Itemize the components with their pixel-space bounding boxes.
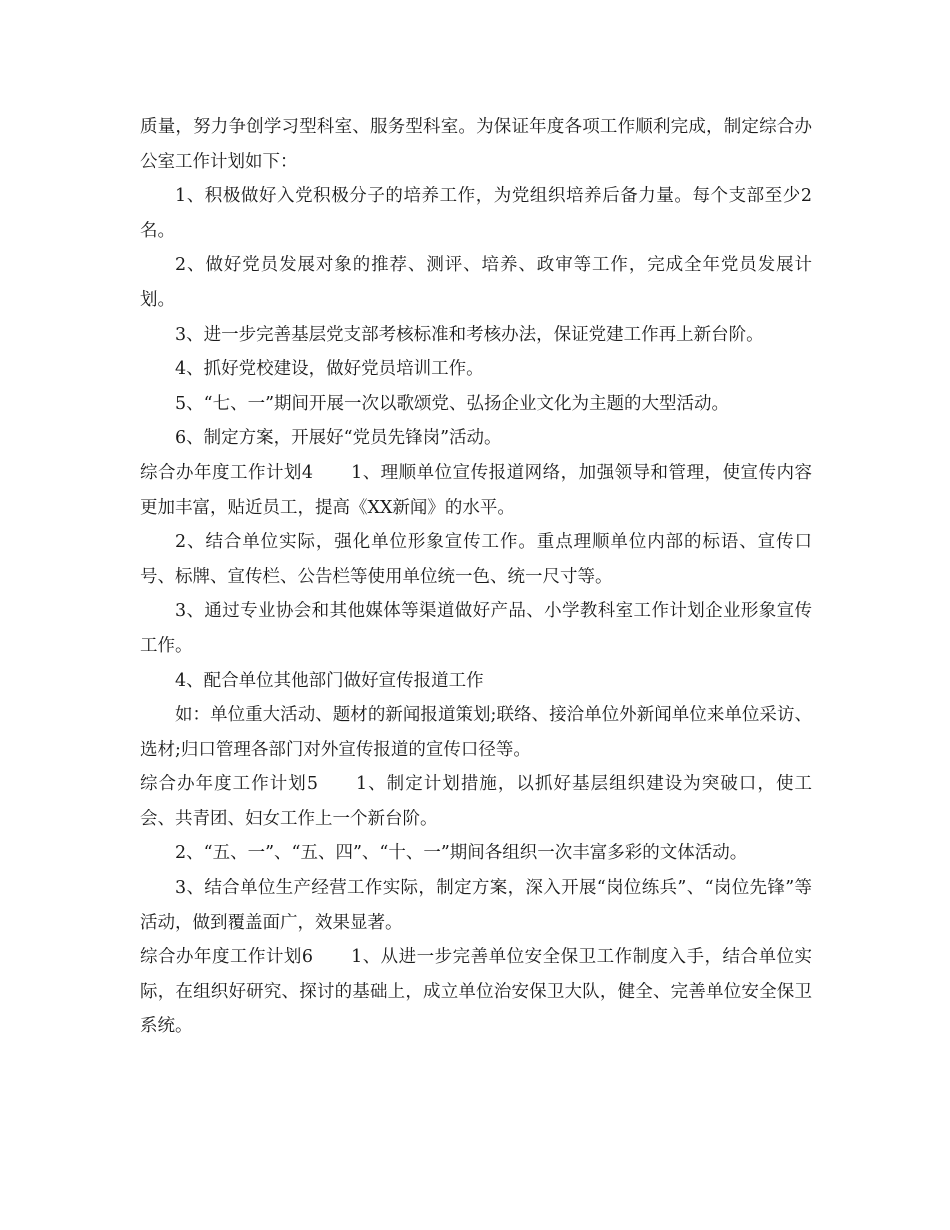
list-item: 2、“五、一”、“五、四”、“十、一”期间各组织一次丰富多彩的文体活动。 bbox=[175, 843, 748, 864]
section-title: 综合办年度工作计划5 bbox=[140, 774, 318, 795]
section-title: 综合办年度工作计划6 bbox=[140, 947, 314, 968]
paragraph-continuation: 质量，努力争创学习型科室、服务型科室。为保证年度各项工作顺利完成，制定综合办公室工作计划如下： bbox=[140, 117, 812, 172]
section-paragraph bbox=[140, 456, 812, 525]
section-paragraph bbox=[140, 940, 812, 1044]
list-item: 6、制定方案，开展好“党员先锋岗”活动。 bbox=[175, 428, 502, 449]
list-item: 2、结合单位实际，强化单位形象宣传工作。重点理顺单位内部的标语、宣传口号、标牌、宣传栏、公告栏等使用单位统一色、统一尺寸等。 bbox=[140, 532, 812, 587]
section-first-item: 1、从进一步完善单位安全保卫工作制度入手，结合单位实际，在组织好研究、探讨的基础上，成立单位治安保卫大队，健全、完善单位安全保卫系统。 bbox=[140, 947, 812, 1037]
list-item: 3、结合单位生产经营工作实际，制定方案，深入开展“岗位练兵”、“岗位先锋”等活动，做到覆盖面广，效果显著。 bbox=[140, 878, 812, 933]
list-item: 4、抓好党校建设，做好党员培训工作。 bbox=[175, 359, 484, 380]
section-first-item: 1、制定计划措施，以抓好基层组织建设为突破口，使工会、共青团、妇女工作上一个新台阶。 bbox=[140, 774, 812, 829]
list-item: 1、积极做好入党积极分子的培养工作，为党组织培养后备力量。每个支部至少2名。 bbox=[140, 186, 812, 241]
list-item: 3、进一步完善基层党支部考核标准和考核办法，保证党建工作再上新台阶。 bbox=[175, 324, 764, 345]
list-item: 4、配合单位其他部门做好宣传报道工作 bbox=[175, 670, 484, 691]
section-title: 综合办年度工作计划4 bbox=[140, 462, 314, 483]
list-item: 2、做好党员发展对象的推荐、测评、培养、政审等工作，完成全年党员发展计划。 bbox=[140, 255, 812, 310]
document-body bbox=[140, 110, 812, 1044]
section-first-item: 1、理顺单位宣传报道网络，加强领导和管理，使宣传内容更加丰富，贴近员工，提高《XX新闻》的水平。 bbox=[140, 462, 812, 518]
list-item: 3、通过专业协会和其他媒体等渠道做好产品、小学教科室工作计划企业形象宣传工作。 bbox=[140, 601, 812, 656]
list-item: 如：单位重大活动、题材的新闻报道策划;联络、接洽单位外新闻单位来单位采访、选材;归口管理各部门对外宣传报道的宣传口径等。 bbox=[140, 705, 812, 760]
list-item: 5、“七、一”期间开展一次以歌颂党、弘扬企业文化为主题的大型活动。 bbox=[175, 393, 730, 414]
section-paragraph bbox=[140, 767, 812, 836]
